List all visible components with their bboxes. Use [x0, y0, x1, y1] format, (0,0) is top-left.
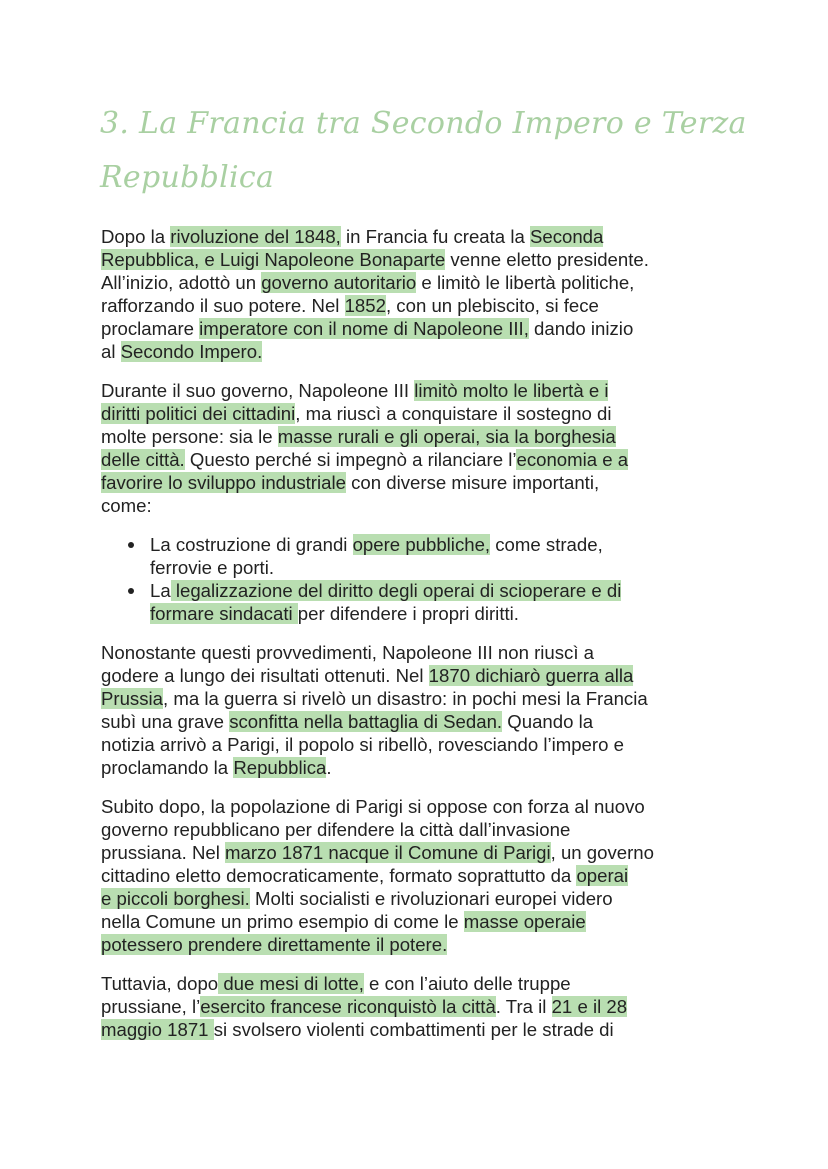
highlighted-text: legalizzazione del diritto degli operai di scioperare e di: [170, 580, 622, 601]
text-line: [101, 887, 741, 910]
section-title-line1: 3. La Francia tra Secondo Impero e Terza: [100, 106, 747, 141]
text-segment: venne eletto presidente.: [445, 249, 649, 270]
highlighted-text: masse operaie: [463, 911, 586, 932]
highlighted-text: potessero prendere direttamente il potere.: [101, 934, 448, 955]
text-line: [101, 225, 741, 248]
text-line: [101, 340, 741, 363]
highlighted-text: imperatore con il nome di Napoleone III,: [199, 318, 529, 339]
text-segment: con diverse misure importanti,: [345, 472, 600, 493]
text-line: [101, 687, 741, 710]
bullet-icon: [128, 588, 134, 594]
text-line: [101, 841, 741, 864]
text-line: [101, 402, 741, 425]
text-line: [101, 425, 741, 448]
text-line: [101, 448, 741, 471]
text-segment: Questo perché si impegnò a rilanciare l’: [184, 449, 517, 470]
text-segment: come strade,: [490, 534, 603, 555]
text-line: [101, 710, 741, 733]
text-line: [101, 271, 741, 294]
text-line: [101, 317, 741, 340]
text-segment: governo repubblicano per difendere la città dall’invasione: [101, 819, 571, 840]
bullet-icon: [128, 542, 134, 548]
highlighted-text: 1870 dichiarò guerra alla: [428, 665, 634, 686]
text-segment: molte persone: sia le: [101, 426, 278, 447]
text-line: [101, 995, 741, 1018]
text-segment: Nonostante questi provvedimenti, Napoleone III non riuscì a: [101, 642, 595, 663]
text-segment: Subito dopo, la popolazione di Parigi si oppose con forza al nuovo: [101, 796, 645, 817]
highlighted-text: Seconda: [529, 226, 604, 247]
bullet-list: [101, 533, 741, 625]
text-line: [150, 602, 741, 625]
paragraph: [101, 641, 741, 779]
text-segment: notizia arrivò a Parigi, il popolo si ribellò, rovesciando l’impero e: [101, 734, 624, 755]
text-segment: Quando la: [502, 711, 594, 732]
highlighted-text: sconfitta nella battaglia di Sedan.: [229, 711, 503, 732]
highlighted-text: esercito francese riconquistò la città: [200, 996, 496, 1017]
highlighted-text: 1852: [344, 295, 386, 316]
text-line: [101, 864, 741, 887]
text-segment: si svolsero violenti combattimenti per le strade di: [213, 1019, 614, 1040]
text-line: [101, 1018, 741, 1041]
paragraph: [101, 225, 741, 363]
highlighted-text: economia e a: [516, 449, 629, 470]
text-line: [101, 379, 741, 402]
bullet-item: [101, 579, 741, 625]
text-segment: . Tra il: [495, 996, 552, 1017]
highlighted-text: masse rurali e gli operai, sia la borghesia: [277, 426, 616, 447]
highlighted-text: governo autoritario: [261, 272, 417, 293]
bullet-item: [101, 533, 741, 579]
highlighted-text: e piccoli borghesi.: [101, 888, 250, 909]
text-segment: , ma riuscì a conquistare il sostegno di: [295, 403, 612, 424]
text-segment: prussiane, l’: [101, 996, 201, 1017]
document-body: [101, 225, 741, 1057]
highlighted-text: delle città.: [101, 449, 185, 470]
text-segment: .: [326, 757, 332, 778]
text-line: [101, 972, 741, 995]
section-title-line2: Repubblica: [100, 160, 275, 195]
highlighted-text: favorire lo sviluppo industriale: [101, 472, 346, 493]
text-line: [101, 818, 741, 841]
text-line: [101, 641, 741, 664]
highlighted-text: Repubblica: [233, 757, 327, 778]
text-segment: ferrovie e porti.: [150, 557, 275, 578]
text-segment: Durante il suo governo, Napoleone III: [101, 380, 415, 401]
highlighted-text: diritti politici dei cittadini: [101, 403, 296, 424]
highlighted-text: Prussia: [101, 688, 164, 709]
highlighted-text: formare sindacati: [150, 603, 298, 624]
text-segment: proclamare: [101, 318, 200, 339]
text-segment: godere a lungo dei risultati ottenuti. Nel: [101, 665, 429, 686]
text-line: [150, 533, 741, 556]
text-segment: rafforzando il suo potere. Nel: [101, 295, 345, 316]
text-segment: per difendere i propri diritti.: [297, 603, 519, 624]
text-segment: e limitò le libertà politiche,: [416, 272, 635, 293]
text-segment: La costruzione di grandi: [150, 534, 353, 555]
paragraph: [101, 972, 741, 1041]
text-segment: Molti socialisti e rivoluzionari europei videro: [249, 888, 613, 909]
paragraph: [101, 795, 741, 956]
text-segment: La: [150, 580, 171, 601]
text-segment: come:: [101, 495, 152, 516]
text-segment: Dopo la: [101, 226, 171, 247]
highlighted-text: opere pubbliche,: [352, 534, 491, 555]
text-segment: in Francia fu creata la: [340, 226, 530, 247]
text-line: [101, 664, 741, 687]
text-segment: proclamando la: [101, 757, 234, 778]
text-line: [101, 294, 741, 317]
text-line: [150, 556, 741, 579]
text-line: [150, 579, 741, 602]
text-segment: e con l’aiuto delle truppe: [363, 973, 571, 994]
text-segment: , ma la guerra si rivelò un disastro: in pochi mesi la Francia: [163, 688, 648, 709]
paragraph: [101, 379, 741, 517]
text-segment: dando inizio: [528, 318, 634, 339]
highlighted-text: marzo 1871 nacque il Comune di Parigi: [225, 842, 551, 863]
highlighted-text: Secondo Impero.: [120, 341, 263, 362]
highlighted-text: due mesi di lotte,: [218, 973, 364, 994]
text-line: [101, 910, 741, 933]
highlighted-text: 21 e il 28: [551, 996, 628, 1017]
text-line: [101, 733, 741, 756]
text-segment: al: [101, 341, 121, 362]
text-line: [101, 494, 741, 517]
text-segment: subì una grave: [101, 711, 230, 732]
highlighted-text: operai: [576, 865, 629, 886]
highlighted-text: maggio 1871: [101, 1019, 214, 1040]
text-segment: nella Comune un primo esempio di come le: [101, 911, 464, 932]
highlighted-text: limitò molto le libertà e i: [414, 380, 609, 401]
text-line: [101, 248, 741, 271]
text-segment: prussiana. Nel: [101, 842, 226, 863]
text-segment: , con un plebiscito, si fece: [385, 295, 599, 316]
paragraphs-group-2: [101, 641, 741, 1041]
highlighted-text: rivoluzione del 1848,: [170, 226, 341, 247]
paragraphs-group-1: [101, 225, 741, 517]
highlighted-text: Repubblica, e Luigi Napoleone Bonaparte: [101, 249, 446, 270]
text-line: [101, 471, 741, 494]
text-line: [101, 756, 741, 779]
text-segment: cittadino eletto democraticamente, formato soprattutto da: [101, 865, 577, 886]
text-segment: , un governo: [550, 842, 654, 863]
text-line: [101, 933, 741, 956]
text-segment: All’inizio, adottò un: [101, 272, 262, 293]
text-line: [101, 795, 741, 818]
text-segment: Tuttavia, dopo: [101, 973, 219, 994]
